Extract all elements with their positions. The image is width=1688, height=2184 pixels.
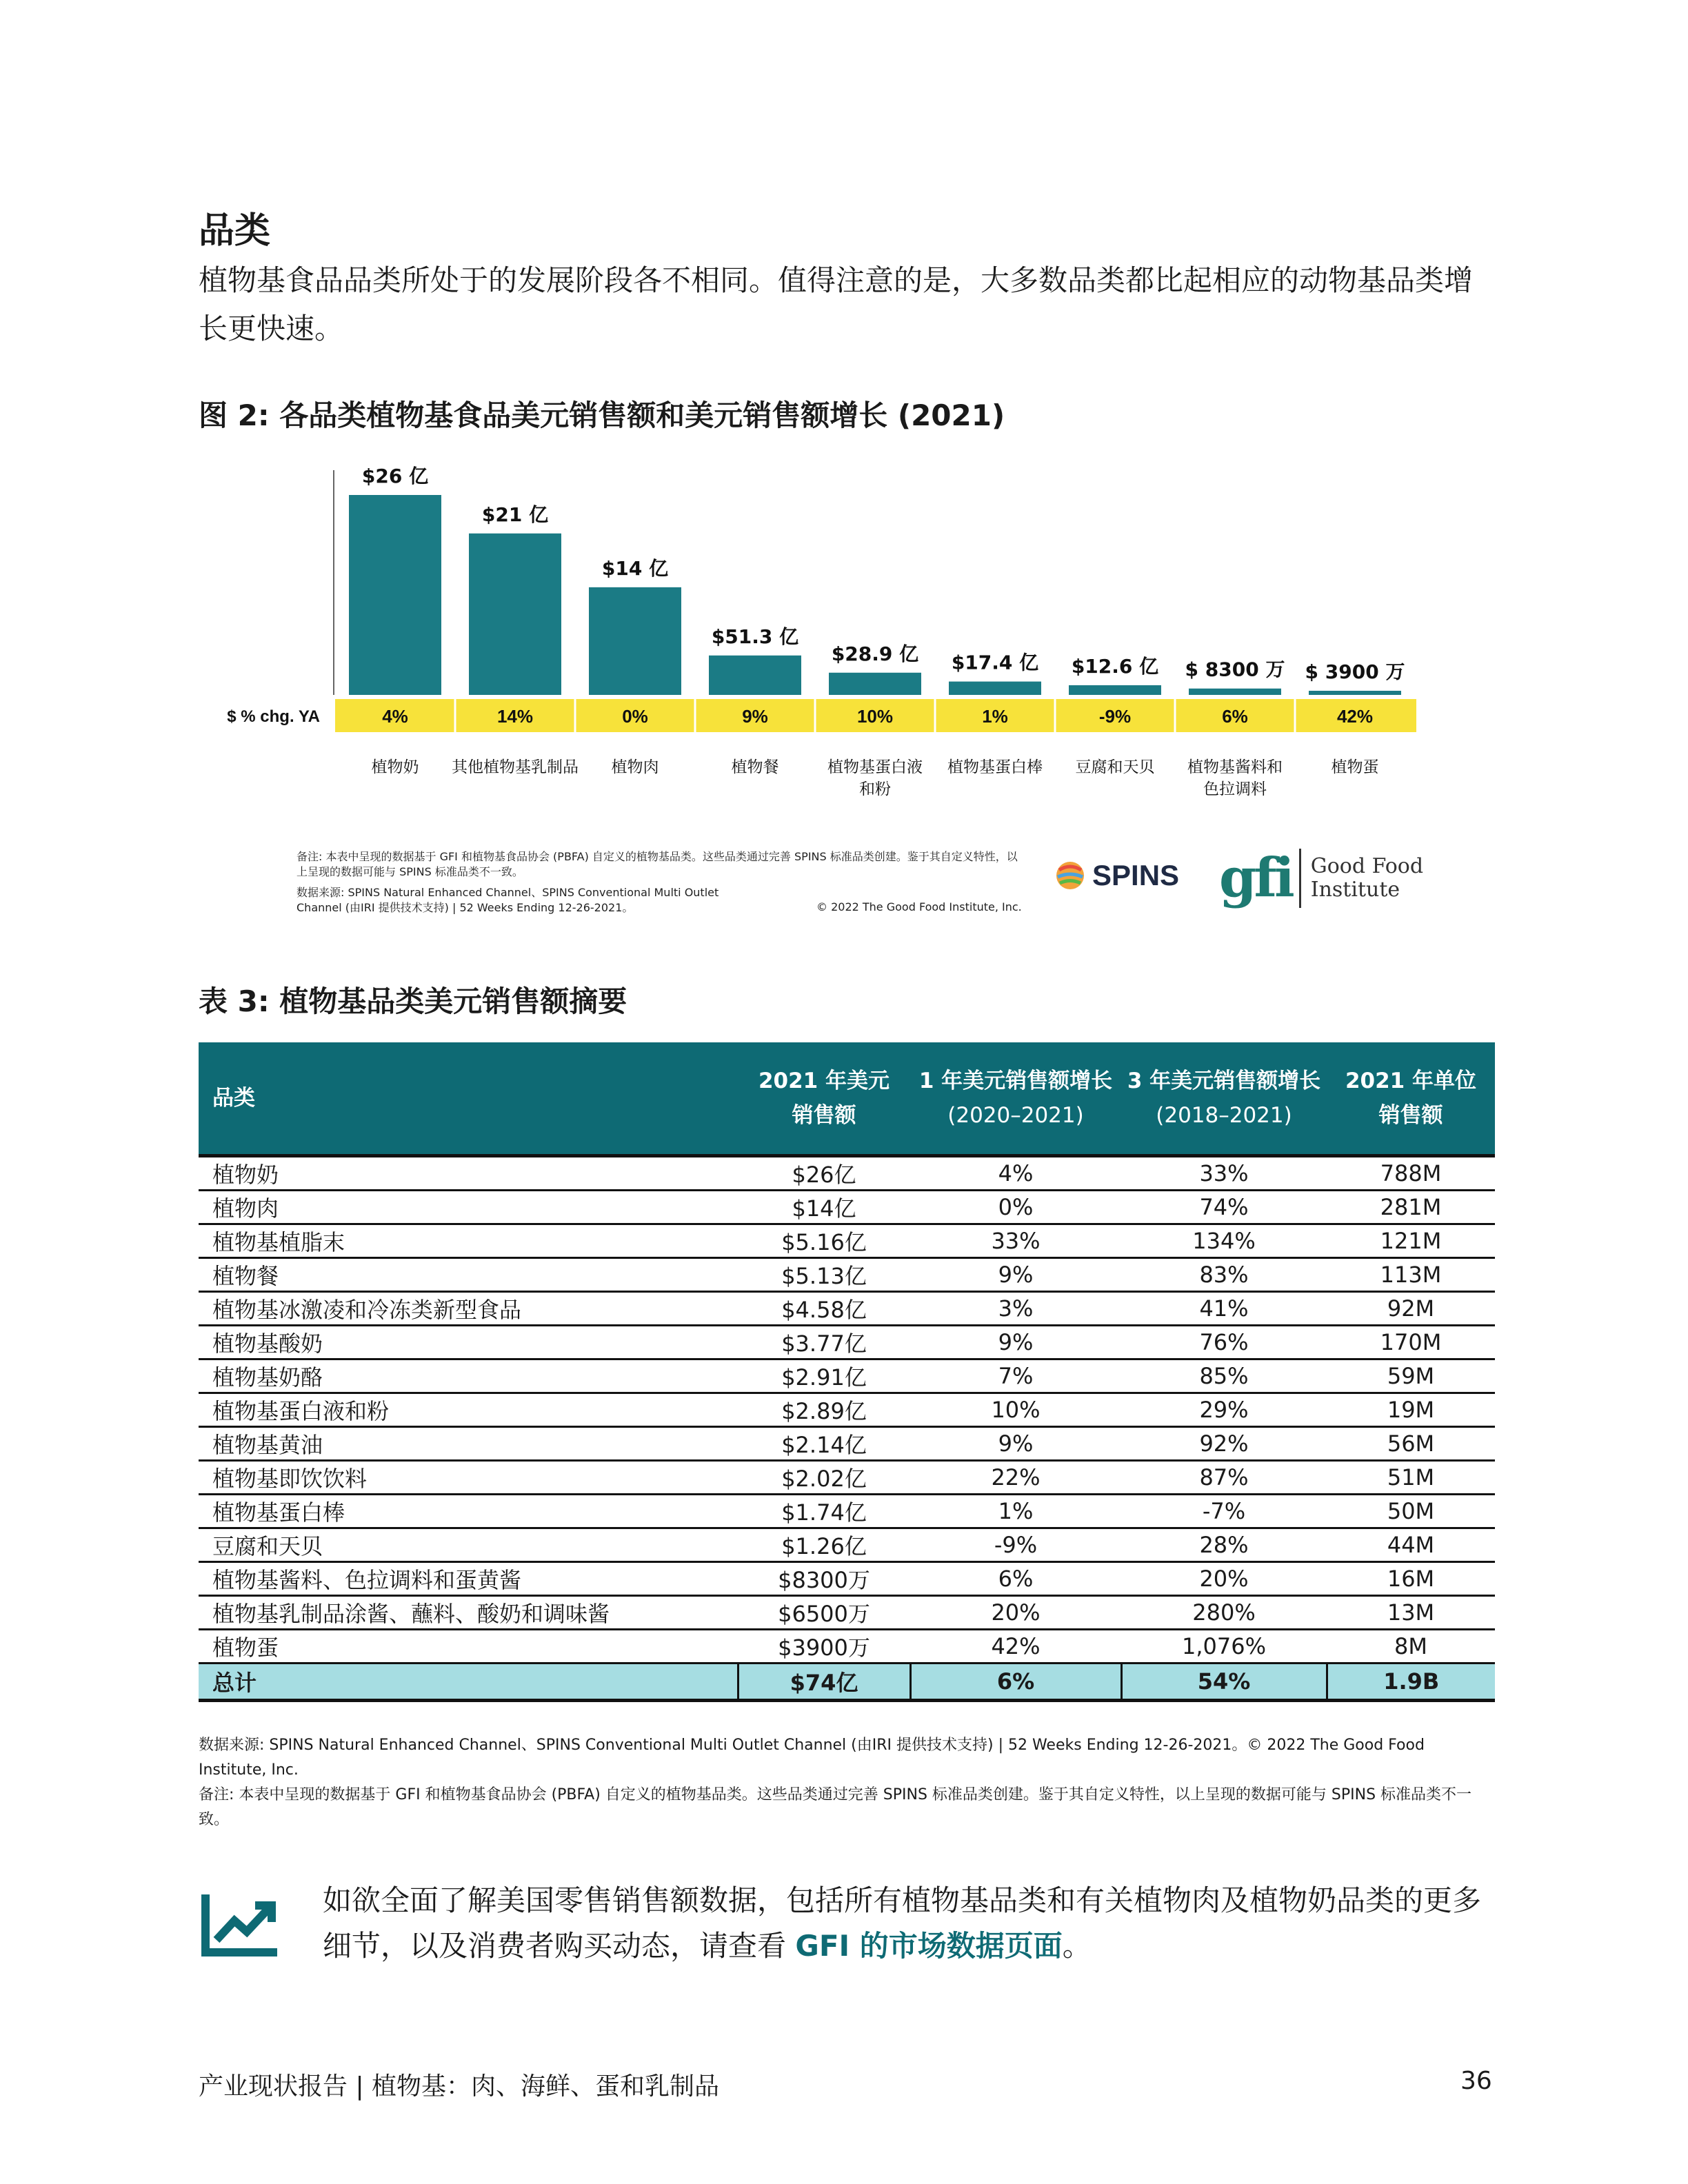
bar-value-label: $21 亿 bbox=[481, 503, 549, 526]
chart-bar bbox=[589, 587, 681, 695]
table-row bbox=[199, 1292, 1495, 1326]
table-row bbox=[199, 1562, 1495, 1596]
table-cell: 8M bbox=[1327, 1630, 1495, 1664]
table-row bbox=[199, 1326, 1495, 1359]
table-cell: 134% bbox=[1121, 1224, 1327, 1258]
table-cell: 76% bbox=[1121, 1326, 1327, 1359]
figure-note: 备注: 本表中呈现的数据基于 GFI 和植物基食品协会 (PBFA) 自定义的植物基品类。这些品类通过完善 SPINS 标准品类创建。鉴于其自定义特性，以上呈现的数据可能与 SPINS 标准品类不一致。 bbox=[297, 850, 1018, 878]
table-cell: 788M bbox=[1327, 1156, 1495, 1191]
table-cell: 植物餐 bbox=[199, 1258, 738, 1292]
bar-value-label: $28.9 亿 bbox=[831, 642, 919, 665]
table-cell: 13M bbox=[1327, 1596, 1495, 1630]
table-cell: 121M bbox=[1327, 1224, 1495, 1258]
table-cell: $5.16亿 bbox=[738, 1224, 910, 1258]
table-cell: 植物基黄油 bbox=[199, 1427, 738, 1461]
table-cell: 281M bbox=[1327, 1191, 1495, 1224]
table-cell: 1% bbox=[910, 1495, 1121, 1528]
table-cell: $4.58亿 bbox=[738, 1292, 910, 1326]
bar-value-label: $26 亿 bbox=[361, 465, 429, 487]
table-cell: 豆腐和天贝 bbox=[199, 1528, 738, 1562]
bar-chart bbox=[207, 441, 1434, 813]
pct-change-value: -9% bbox=[1098, 706, 1132, 727]
table-cell: 植物基即饮饮料 bbox=[199, 1461, 738, 1495]
pct-change-label: $ % chg. YA bbox=[227, 707, 320, 726]
chart-bar bbox=[709, 656, 801, 695]
table-cell: 植物肉 bbox=[199, 1191, 738, 1224]
gfi-mark: gfi bbox=[1219, 847, 1292, 909]
total-cell: 54% bbox=[1121, 1664, 1327, 1701]
total-cell: $74亿 bbox=[738, 1664, 910, 1701]
table-cell: 7% bbox=[910, 1359, 1121, 1393]
svg-text:SPINS: SPINS bbox=[1092, 859, 1180, 891]
gfi-logo-line1: Good Food bbox=[1310, 853, 1424, 878]
table-row bbox=[199, 1461, 1495, 1495]
category-label: 植物基酱料和 bbox=[1187, 758, 1283, 776]
table-cell: 20% bbox=[910, 1596, 1121, 1630]
table-row bbox=[199, 1427, 1495, 1461]
table-cell: $1.74亿 bbox=[738, 1495, 910, 1528]
table-row bbox=[199, 1630, 1495, 1664]
table-row bbox=[199, 1258, 1495, 1292]
table-cell: 3% bbox=[910, 1292, 1121, 1326]
category-label: 植物肉 bbox=[611, 758, 659, 776]
trending-up-chart-icon bbox=[201, 1893, 279, 1957]
table-cell: 87% bbox=[1121, 1461, 1327, 1495]
intro-paragraph: 植物基食品品类所处于的发展阶段各不相同。值得注意的是，大多数品类都比起相应的动物基品类增长更快速。 bbox=[199, 263, 1474, 345]
pct-change-value: 14% bbox=[496, 706, 534, 727]
total-cell: 6% bbox=[910, 1664, 1121, 1701]
table-total-row bbox=[199, 1664, 1495, 1701]
figure-source: 数据来源: SPINS Natural Enhanced Channel、SPINS Conventional Multi Outlet Channel (由IRI 提供技术支持) | 52 Weeks Ending 12-26-2021。 bbox=[297, 886, 719, 914]
table-cell: $3.77亿 bbox=[738, 1326, 910, 1359]
table-cell: $2.02亿 bbox=[738, 1461, 910, 1495]
table-cell: 植物奶 bbox=[199, 1156, 738, 1191]
chart-bar bbox=[1069, 685, 1161, 695]
table-cell: -9% bbox=[910, 1528, 1121, 1562]
category-label: 植物餐 bbox=[731, 758, 779, 776]
table-cell: $6500万 bbox=[738, 1596, 910, 1630]
table-cell: $2.91亿 bbox=[738, 1359, 910, 1393]
spins-globe-icon bbox=[1056, 862, 1084, 889]
pct-change-value: 9% bbox=[742, 706, 768, 727]
table-cell: 29% bbox=[1121, 1393, 1327, 1427]
table-note: 备注: 本表中呈现的数据基于 GFI 和植物基食品协会 (PBFA) 自定义的植物基品类。这些品类通过完善 SPINS 标准品类创建。鉴于其自定义特性，以上呈现的数据可能与 SPINS 标准品类不一致。 bbox=[199, 1786, 1472, 1828]
table-cell: 33% bbox=[1121, 1156, 1327, 1191]
bar-value-label: $ 3900 万 bbox=[1305, 660, 1405, 683]
table-cell: 植物基蛋白棒 bbox=[199, 1495, 738, 1528]
page-number: 36 bbox=[1460, 2067, 1492, 2095]
table-cell: $1.26亿 bbox=[738, 1528, 910, 1562]
pct-change-value: 4% bbox=[382, 706, 408, 727]
table-cell: 42% bbox=[910, 1630, 1121, 1664]
table-row bbox=[199, 1495, 1495, 1528]
total-cell: 总计 bbox=[199, 1664, 738, 1701]
col-header-units: 2021 年单位 销售额 bbox=[1327, 1042, 1495, 1156]
table-cell: 280% bbox=[1121, 1596, 1327, 1630]
chart-bar bbox=[829, 673, 921, 695]
cta-paragraph: 如欲全面了解美国零售销售额数据，包括所有植物基品类和有关植物肉及植物奶品类的更多细节，以及消费者购买动态，请查看 GFI 的市场数据页面。 bbox=[323, 1883, 1482, 1963]
table-cell: 59M bbox=[1327, 1359, 1495, 1393]
table-cell: 20% bbox=[1121, 1562, 1327, 1596]
pct-change-value: 42% bbox=[1336, 706, 1374, 727]
category-label: 和粉 bbox=[859, 780, 891, 798]
table-cell: 113M bbox=[1327, 1258, 1495, 1292]
col-header-sales: 2021 年美元 销售额 bbox=[738, 1042, 910, 1156]
table-cell: 170M bbox=[1327, 1326, 1495, 1359]
bar-value-label: $17.4 亿 bbox=[951, 651, 1039, 674]
table-cell: 44M bbox=[1327, 1528, 1495, 1562]
table-cell: 83% bbox=[1121, 1258, 1327, 1292]
bar-value-label: $51.3 亿 bbox=[711, 625, 799, 648]
category-label: 豆腐和天贝 bbox=[1075, 758, 1155, 776]
table-cell: $3900万 bbox=[738, 1630, 910, 1664]
table-cell: 22% bbox=[910, 1461, 1121, 1495]
table-cell: 1,076% bbox=[1121, 1630, 1327, 1664]
table-cell: $2.89亿 bbox=[738, 1393, 910, 1427]
sales-table bbox=[199, 1042, 1495, 1702]
bar-value-label: $12.6 亿 bbox=[1071, 654, 1159, 678]
table-row bbox=[199, 1596, 1495, 1630]
table-row bbox=[199, 1528, 1495, 1562]
table-row bbox=[199, 1191, 1495, 1224]
table-cell: 9% bbox=[910, 1427, 1121, 1461]
table-source: 数据来源: SPINS Natural Enhanced Channel、SPINS Conventional Multi Outlet Channel (由IRI 提供技术支持) | 52 Weeks Ending 12-26-2021。© 2022 The Good Food Institute, Inc. bbox=[199, 1737, 1425, 1779]
pct-change-value: 10% bbox=[856, 706, 894, 727]
table-cell: $14亿 bbox=[738, 1191, 910, 1224]
category-label: 植物奶 bbox=[371, 758, 419, 776]
chart-bar bbox=[1189, 689, 1281, 695]
col-header-category: 品类 bbox=[199, 1042, 738, 1156]
table-cell: 74% bbox=[1121, 1191, 1327, 1224]
table-cell: 28% bbox=[1121, 1528, 1327, 1562]
category-label: 植物基蛋白棒 bbox=[947, 758, 1043, 776]
table-cell: 56M bbox=[1327, 1427, 1495, 1461]
table-cell: 植物基蛋白液和粉 bbox=[199, 1393, 738, 1427]
table-source-notes bbox=[199, 1733, 1495, 1832]
table-cell: 植物基乳制品涂酱、蘸料、酸奶和调味酱 bbox=[199, 1596, 738, 1630]
table-cell: 0% bbox=[910, 1191, 1121, 1224]
table-title: 表 3: 植物基品类美元销售额摘要 bbox=[199, 984, 627, 1018]
chart-bar bbox=[469, 534, 561, 695]
category-label: 色拉调料 bbox=[1203, 780, 1267, 798]
table-cell: -7% bbox=[1121, 1495, 1327, 1528]
table-cell: 41% bbox=[1121, 1292, 1327, 1326]
market-data-link[interactable]: GFI 的市场数据页面 bbox=[795, 1929, 1063, 1963]
table-cell: 4% bbox=[910, 1156, 1121, 1191]
category-label: 植物蛋 bbox=[1331, 758, 1379, 776]
section-title: 品类 bbox=[199, 210, 271, 252]
col-header-1yr-growth: 1 年美元销售额增长 (2020–2021) bbox=[910, 1042, 1121, 1156]
table-cell: 10% bbox=[910, 1393, 1121, 1427]
gfi-logo bbox=[1219, 847, 1423, 909]
pct-change-value: 6% bbox=[1222, 706, 1248, 727]
table-row bbox=[199, 1359, 1495, 1393]
table-row bbox=[199, 1156, 1495, 1191]
figure-title: 图 2: 各品类植物基食品美元销售额和美元销售额增长 (2021) bbox=[199, 398, 1005, 432]
col-header-3yr-growth: 3 年美元销售额增长 (2018–2021) bbox=[1121, 1042, 1327, 1156]
table-cell: 植物基植脂末 bbox=[199, 1224, 738, 1258]
table-header-row bbox=[199, 1042, 1495, 1156]
table-cell: 植物基冰激凌和冷冻类新型食品 bbox=[199, 1292, 738, 1326]
table-cell: $26亿 bbox=[738, 1156, 910, 1191]
figure-copyright: © 2022 The Good Food Institute, Inc. bbox=[816, 900, 1022, 913]
chart-bar bbox=[1309, 691, 1401, 695]
table-cell: 植物基酱料、色拉调料和蛋黄酱 bbox=[199, 1562, 738, 1596]
table-row bbox=[199, 1393, 1495, 1427]
footer-report-title: 产业现状报告 | 植物基：肉、海鲜、蛋和乳制品 bbox=[199, 2072, 720, 2101]
table-cell: $8300万 bbox=[738, 1562, 910, 1596]
table-cell: 植物基酸奶 bbox=[199, 1326, 738, 1359]
table-cell: 16M bbox=[1327, 1562, 1495, 1596]
bar-value-label: $ 8300 万 bbox=[1185, 658, 1285, 681]
table-cell: 9% bbox=[910, 1326, 1121, 1359]
table-cell: 51M bbox=[1327, 1461, 1495, 1495]
table-cell: 6% bbox=[910, 1562, 1121, 1596]
table-cell: 33% bbox=[910, 1224, 1121, 1258]
table-cell: 92M bbox=[1327, 1292, 1495, 1326]
table-cell: 92% bbox=[1121, 1427, 1327, 1461]
spins-logo bbox=[1054, 855, 1198, 896]
table-row bbox=[199, 1224, 1495, 1258]
total-cell: 1.9B bbox=[1327, 1664, 1495, 1701]
pct-change-value: 1% bbox=[982, 706, 1008, 727]
bar-value-label: $14 亿 bbox=[601, 556, 669, 580]
category-label: 植物基蛋白液 bbox=[827, 758, 923, 776]
gfi-logo-line2: Institute bbox=[1310, 877, 1400, 902]
chart-bar bbox=[349, 495, 441, 695]
table-cell: $2.14亿 bbox=[738, 1427, 910, 1461]
table-cell: 85% bbox=[1121, 1359, 1327, 1393]
chart-bar bbox=[949, 682, 1041, 695]
table-cell: 植物基奶酪 bbox=[199, 1359, 738, 1393]
table-cell: 9% bbox=[910, 1258, 1121, 1292]
category-label: 其他植物基乳制品 bbox=[452, 758, 579, 776]
table-cell: $5.13亿 bbox=[738, 1258, 910, 1292]
pct-change-value: 0% bbox=[622, 706, 648, 727]
table-cell: 植物蛋 bbox=[199, 1630, 738, 1664]
table-cell: 50M bbox=[1327, 1495, 1495, 1528]
table-cell: 19M bbox=[1327, 1393, 1495, 1427]
